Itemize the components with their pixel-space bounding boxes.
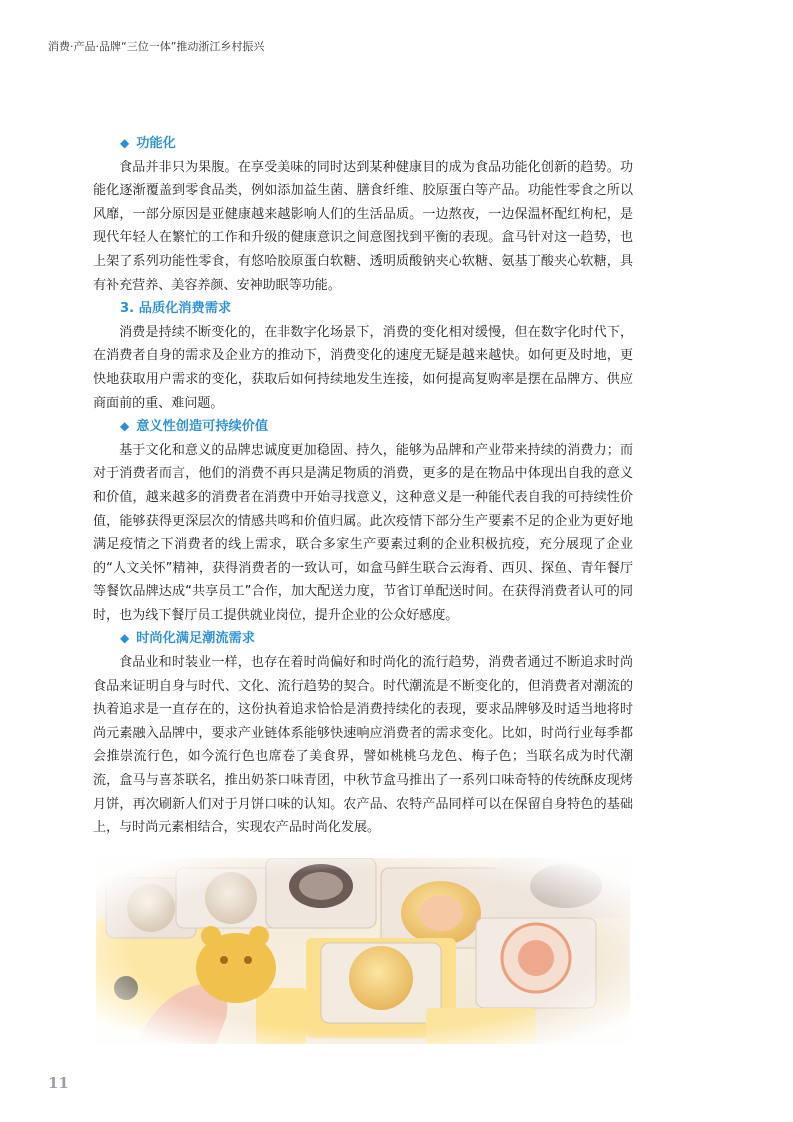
section-title-functional — [93, 132, 633, 156]
paragraph: 食品业和时装业一样，也存在着时尚偏好和时尚化的流行趋势，消费者通过不断追求时尚食品来证明自身与时代、文化、流行趋势的契合。时代潮流是不断变化的，但消费者对潮流的执着追求是一直存在的，这份执着追求恰恰是消费持续化的表现，要求品牌够及时适当地将时尚元素融入品牌中，要求产业链体系能够快速响应消费者的需求变化。比如，时尚行业每季都会推崇流行色，如今流行色也席卷了美食界，譬如桃桃乌龙色、梅子色；当联名成为时代潮流，盒马与喜茶联名，推出奶茶口味青团，中秋节盒马推出了一系列口味奇特的传统酥皮现烤月饼，再次刷新人们对于月饼口味的认知。农产品、农特产品同样可以在保留自身特色的基础上，与时尚元素相结合，实现农产品时尚化发展。 — [93, 655, 633, 836]
article-body — [93, 132, 633, 840]
paragraph: 食品并非只为果腹。在享受美味的同时达到某种健康目的成为食品功能化创新的趋势。功能化逐渐覆盖到零食品类，例如添加益生菌、膳食纤维、胶原蛋白等产品。功能性零食之所以风靡，一部分原因是亚健康越来越影响人们的生活品质。一边熬夜，一边保温杯配红枸杞，是现代年轻人在繁忙的工作和升级的健康意识之间意图找到平衡的表现。盒马针对这一趋势，也上架了系列功能性零食，有悠哈胶原蛋白软糖、透明质酸钠夹心软糖、氨基丁酸夹心软糖，具有补充营养、美容养颜、安神助眠等功能。 — [93, 159, 633, 293]
section-title-text: 时尚化满足潮流需求 — [136, 631, 255, 647]
paragraph: 消费是持续不断变化的，在非数字化场景下，消费的变化相对缓慢，但在数字化时代下，在消费者自身的需求及企业方的推动下，消费变化的速度无疑是越来越快。如何更及时地，更快地获取用户需求的变化，获取后如何持续地发生连接，如何提高复购率是摆在品牌方、供应商面前的重、难问题。 — [93, 324, 633, 411]
diamond-bullet-icon: ◆ — [120, 419, 130, 434]
diamond-bullet-icon: ◆ — [120, 631, 130, 646]
mooncake-photo — [96, 858, 630, 1044]
paragraph: 基于文化和意义的品牌忠诚度更加稳固、持久，能够为品牌和产业带来持续的消费力；而对于消费者而言，他们的消费不再只是满足物质的消费，更多的是在物品中体现出自我的意义和价值，越来越多的消费者在消费中开始寻找意义，这种意义是一种能代表自我的可持续性价值，能够获得更深层次的情感共鸣和价值归属。此次疫情下部分生产要素不足的企业为更好地满足疫情之下消费者的线上需求，联合多家生产要素过剩的企业积极抗疫，充分展现了企业的“人文关怀”精神，获得消费者的一致认可，如盒马鲜生联合云海肴、西贝、探鱼、青年餐厅等餐饮品牌达成“共享员工”合作，加大配送力度，节省订单配送时间。在获得消费者认可的同时，也为线下餐厅员工提供就业岗位，提升企业的公众好感度。 — [93, 442, 633, 623]
section-title-meaning — [93, 415, 633, 439]
diamond-bullet-icon: ◆ — [120, 136, 130, 150]
running-header: 消费·产品·品牌“三位一体”推动浙江乡村振兴 — [48, 40, 265, 53]
section-title-quality: 3. 品质化消费需求 — [120, 301, 232, 317]
section-title-fashion — [93, 627, 633, 651]
section-title-text: 功能化 — [136, 136, 176, 151]
section-title-text: 意义性创造可持续价值 — [136, 419, 269, 435]
page-number: 11 — [48, 1074, 69, 1092]
